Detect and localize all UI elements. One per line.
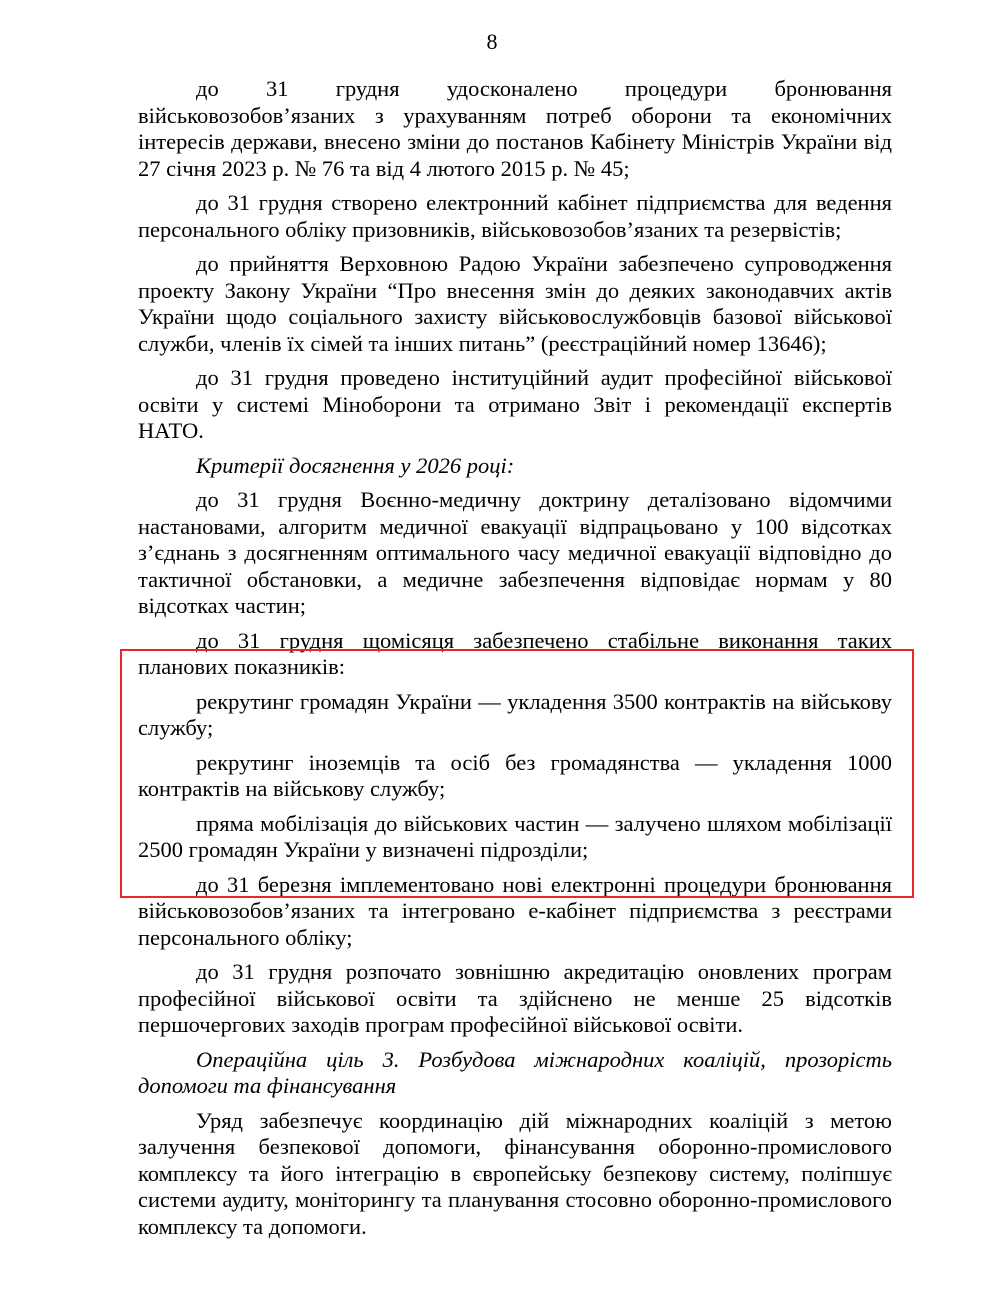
paragraph: до прийняття Верховною Радою України забезпечено супроводження проекту Закону України “Про внесення змін до деяких законодавчих актів України щодо соціального захисту військовослужбовців базової військової служби, членів їх сімей та інших питань” (реєстраційний номер 13646); xyxy=(138,251,892,356)
document-body xyxy=(138,76,892,1248)
paragraph: до 31 грудня удосконалено процедури бронювання військовозобов’язаних з урахуванням потреб оборони та економічних інтересів держави, внесено зміни до постанов Кабінету Міністрів України від 27 січня 2023 р. № 76 та від 4 лютого 2015 р. № 45; xyxy=(138,76,892,181)
paragraph: до 31 грудня створено електронний кабінет підприємства для ведення персонального обліку призовників, військовозобов’язаних та резервістів; xyxy=(138,190,892,242)
paragraph: пряма мобілізація до військових частин — залучено шляхом мобілізації 2500 громадян України у визначені підрозділи; xyxy=(138,810,892,862)
operational-goal-heading: Операційна ціль 3. Розбудова міжнародних коаліцій, прозорість допомоги та фінансування xyxy=(138,1046,892,1098)
paragraph: до 31 березня імплементовано нові електронні процедури бронювання військовозобов’язаних та інтегровано е-кабінет підприємства з реєстрами персонального обліку; xyxy=(138,871,892,950)
page-number: 8 xyxy=(486,29,498,54)
paragraph: до 31 грудня проведено інституційний аудит професійної військової освіти у системі Міноборони та отримано Звіт і рекомендації експертів НАТО. xyxy=(138,365,892,443)
section-heading: Критерії досягнення у 2026 році: xyxy=(196,452,515,478)
paragraph: до 31 грудня Воєнно-медичну доктрину деталізовано відомчими настановами, алгоритм медичної евакуації відпрацьовано у 100 відсотках з’єднань з досягненням оптимального часу медичної евакуації відповідно до тактичної обстановки, а медичне забезпечення відповідає нормам у 80 відсотках частин; xyxy=(138,487,892,618)
paragraph: рекрутинг іноземців та осіб без громадянства — укладення 1000 контрактів на військову службу; xyxy=(138,749,892,801)
paragraph: Уряд забезпечує координацію дій міжнародних коаліцій з метою залучення безпекової допомоги, фінансування оборонно-промислового комплексу та його інтеграцію в європейську безпекову систему, поліпшує системи аудиту, моніторингу та планування стосовно оборонно-промислового комплексу та допомоги. xyxy=(138,1107,892,1239)
paragraph: до 31 грудня щомісяця забезпечено стабільне виконання таких планових показників: xyxy=(138,627,892,679)
paragraph: до 31 грудня розпочато зовнішню акредитацію оновлених програм професійної військової освіти та здійснено не менше 25 відсотків першочергових заходів програм професійної військової освіти. xyxy=(138,959,892,1037)
paragraph: рекрутинг громадян України — укладення 3500 контрактів на військову службу; xyxy=(138,688,892,740)
